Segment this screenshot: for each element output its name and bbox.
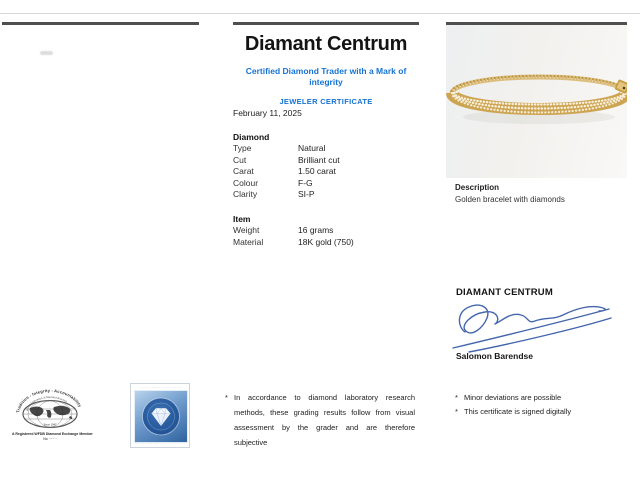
diamond-bourse-stamp <box>130 383 190 448</box>
spec-row-weight <box>233 225 419 237</box>
spec-row-clarity <box>233 189 419 201</box>
wfdb-inner-arc-text: World Federation of Diamond Bourses <box>26 395 68 412</box>
diamond-seal-icon <box>135 391 187 442</box>
right-footnotes <box>455 391 571 419</box>
spec-value: Natural <box>298 143 326 153</box>
spec-label: Type <box>233 143 252 153</box>
handwritten-signature <box>449 296 614 359</box>
spec-value: F-G <box>298 177 313 188</box>
bracelet-clasp <box>614 79 627 94</box>
spec-label: Cut <box>233 154 247 165</box>
item-section-heading: Item <box>233 213 251 224</box>
spec-row-type <box>233 143 419 155</box>
spec-row-cut <box>233 155 419 167</box>
spec-value: 18K gold (750) <box>298 236 354 247</box>
spec-value: SI-P <box>298 189 315 200</box>
description-heading: Description <box>455 183 500 192</box>
spec-label: Material <box>233 236 264 247</box>
diamond-section-heading: Diamond <box>233 132 270 142</box>
spec-value: Brilliant cut <box>298 154 340 165</box>
stamp-ring-text: · · · · · · · · · · · · · · · · · · · · · · · · · · · · <box>144 396 181 437</box>
footnote-asterisk: * <box>455 393 458 402</box>
fold-bar-left <box>2 22 199 25</box>
fold-bar-middle <box>233 22 419 25</box>
wfdb-since-text: Since 1947 <box>43 423 57 427</box>
page-top-edge <box>0 13 640 14</box>
description-text: Golden bracelet with diamonds <box>455 195 565 204</box>
stamp-bottom-microtext: ··· ···· ·············· ·· ··· ····· ·· ··· <box>134 441 186 445</box>
certificate-header <box>233 32 419 107</box>
spec-row-material <box>233 237 419 249</box>
page-title: Diamant Centrum <box>244 33 408 55</box>
stamp-emblem <box>134 390 188 443</box>
spec-label: Colour <box>233 177 259 188</box>
signature-company-name: DIAMANT CENTRUM <box>456 287 553 298</box>
spec-value: 1.50 carat <box>298 166 336 177</box>
wfdb-number-line: No ······· <box>43 437 57 441</box>
wfdb-member-logo <box>12 385 93 441</box>
certificate-date: February 11, 2025 <box>233 108 302 118</box>
product-photo <box>446 25 627 178</box>
certified-trader-line: Certified Diamond Trader with a Mark of integrity <box>245 66 407 87</box>
spec-label: Clarity <box>233 189 258 200</box>
footnote-text: In accordance to diamond laboratory research methods, these grading results follow from visual assessment by the grader and are therefore subjective <box>234 393 415 447</box>
spec-label: Weight <box>233 224 260 235</box>
wfdb-arc-text: Tradition - Integrity - Accountability <box>15 387 83 414</box>
spec-label: Carat <box>233 166 254 177</box>
wfdb-member-line: A Registered WFDB Diamond Exchange Member <box>12 432 93 436</box>
footnote-deviations <box>455 391 571 405</box>
globe-icon <box>12 385 88 431</box>
spec-row-carat <box>233 166 419 178</box>
certificate-type-label: JEWELER CERTIFICATE <box>279 97 373 106</box>
paper-smudge <box>40 51 53 55</box>
grading-footnote <box>225 390 415 450</box>
spec-row-colour <box>233 178 419 190</box>
golden-bracelet-image <box>446 25 627 178</box>
footnote-asterisk: * <box>225 393 228 402</box>
footnote-asterisk: * <box>455 407 458 416</box>
spec-table <box>233 107 419 248</box>
footnote-text: This certificate is signed digitally <box>464 407 572 416</box>
signer-name: Salomon Barendse <box>456 351 533 361</box>
footnote-digital-signature <box>455 405 571 419</box>
spec-value: 16 grams <box>298 224 334 235</box>
stamp-top-microtext: ·· ····· ··········· ·· ····· ···· ··· <box>137 385 183 389</box>
footnote-text: Minor deviations are possible <box>464 393 562 402</box>
